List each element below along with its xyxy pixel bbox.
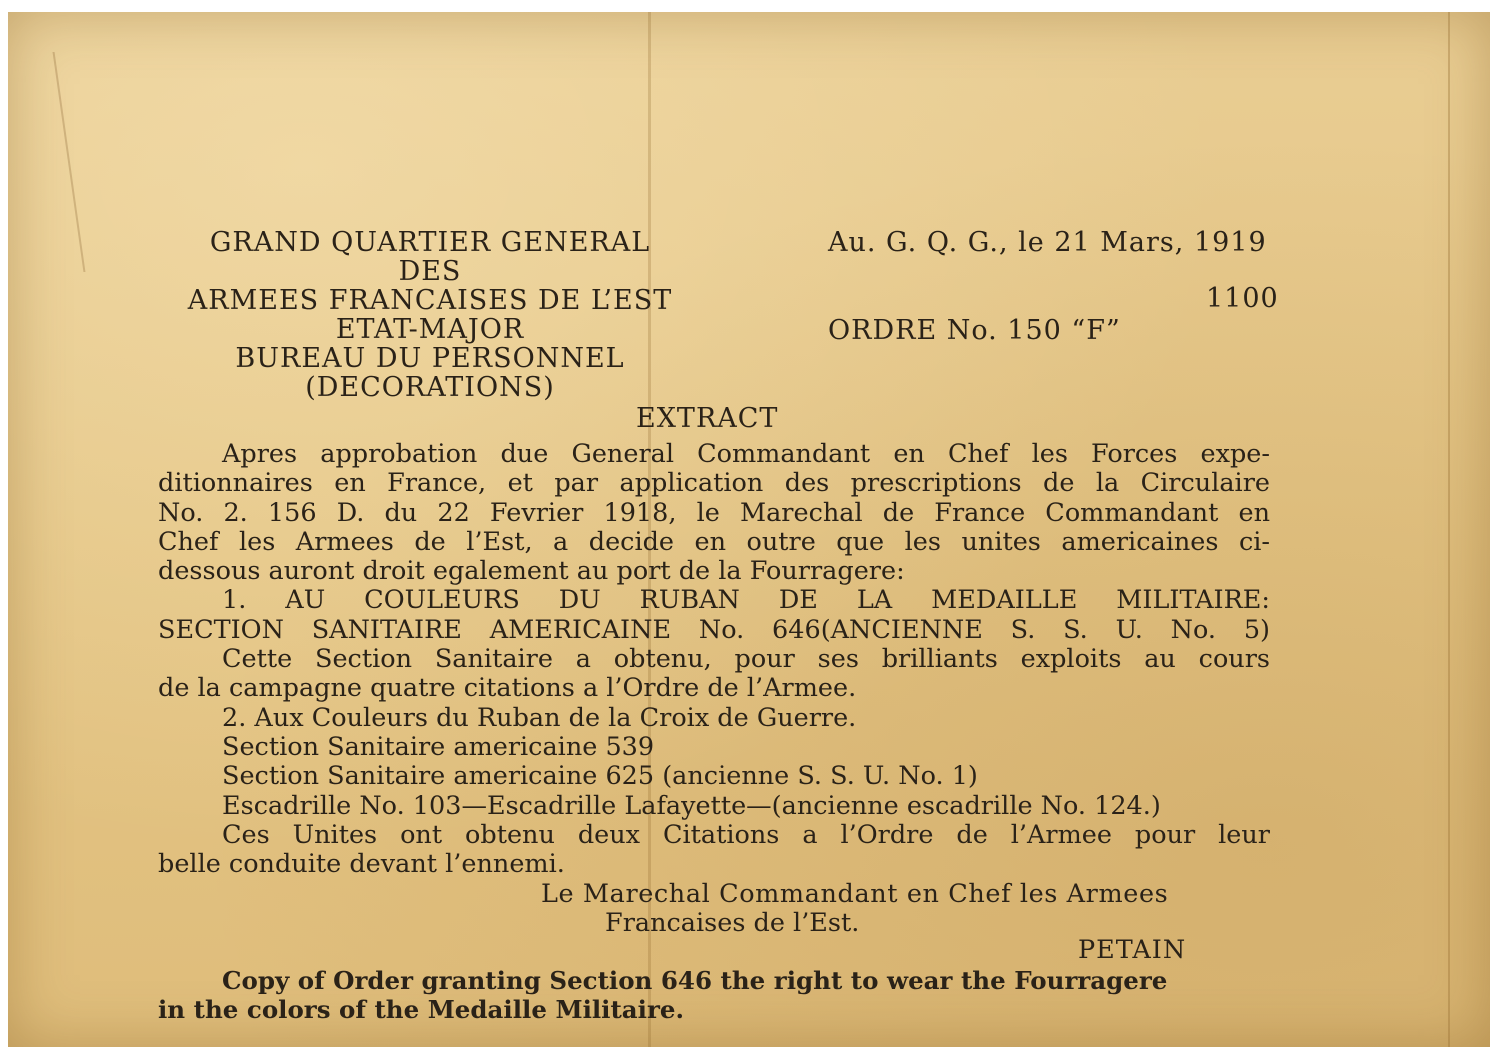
body-line: Apres approbation due General Commandant en Chef les Forces expe- bbox=[222, 439, 1270, 469]
item1-text: de la campagne quatre citations a l’Ordre de l’Armee. bbox=[158, 673, 857, 704]
paper-edge-crease bbox=[1448, 12, 1450, 1047]
extract-title: EXTRACT bbox=[636, 403, 779, 434]
header-line: GRAND QUARTIER GENERAL bbox=[209, 227, 651, 258]
item1-title: 1. AU COULEURS DU RUBAN DE LA MEDAILLE MILITAIRE: bbox=[222, 585, 1270, 616]
item2-unit: Escadrille No. 103—Escadrille Lafayette—(ancienne escadrille No. 124.) bbox=[222, 790, 1161, 821]
body-line: dessous auront droit egalement au port de la Fourragere: bbox=[158, 556, 905, 587]
header-line: BUREAU DU PERSONNEL bbox=[235, 343, 625, 374]
header-date: Au. G. Q. G., le 21 Mars, 1919 bbox=[828, 227, 1267, 258]
signature-line-2: Francaises de l’Est. bbox=[605, 908, 860, 938]
item1-text: Cette Section Sanitaire a obtenu, pour ses brilliants exploits au cours bbox=[222, 644, 1270, 675]
caption-line-1: Copy of Order granting Section 646 the right to wear the Fourragere bbox=[222, 966, 1168, 995]
item2-unit: Section Sanitaire americaine 539 bbox=[222, 731, 655, 762]
body-line: ditionnaires en France, et par application des prescriptions de la Circulaire bbox=[158, 468, 1270, 499]
header-line: DES bbox=[398, 256, 462, 287]
body-line: No. 2. 156 D. du 22 Fevrier 1918, le Marechal de France Commandant en bbox=[158, 497, 1270, 528]
caption-line-2: in the colors of the Medaille Militaire. bbox=[158, 995, 685, 1024]
body-line: Chef les Armees de l’Est, a decide en outre que les unites americaines ci- bbox=[158, 526, 1270, 557]
header-line: ETAT-MAJOR bbox=[335, 314, 525, 345]
header-line: ARMEES FRANCAISES DE L’EST bbox=[187, 285, 673, 316]
order-body bbox=[158, 440, 1270, 879]
item2-text: Ces Unites ont obtenu deux Citations a l’Ordre de l’Armee pour leur bbox=[222, 819, 1270, 850]
header-line: (DECORATIONS) bbox=[305, 372, 555, 403]
item1-section: SECTION SANITAIRE AMERICAINE No. 646(ANCIENNE S. S. U. No. 5) bbox=[158, 614, 1270, 645]
header-order-number: ORDRE No. 150 “F” bbox=[828, 315, 1121, 346]
item2-title: 2. Aux Couleurs du Ruban de la Croix de Guerre. bbox=[222, 702, 857, 733]
item2-unit: Section Sanitaire americaine 625 (ancienne S. S. U. No. 1) bbox=[222, 761, 978, 792]
signature-line-1: Le Marechal Commandant en Chef les Armees bbox=[541, 879, 1169, 909]
header-number: 1100 bbox=[1206, 283, 1279, 314]
signature-name: PETAIN bbox=[1078, 935, 1187, 965]
header-left-block bbox=[150, 228, 710, 402]
item2-text: belle conduite devant l’ennemi. bbox=[158, 849, 565, 880]
